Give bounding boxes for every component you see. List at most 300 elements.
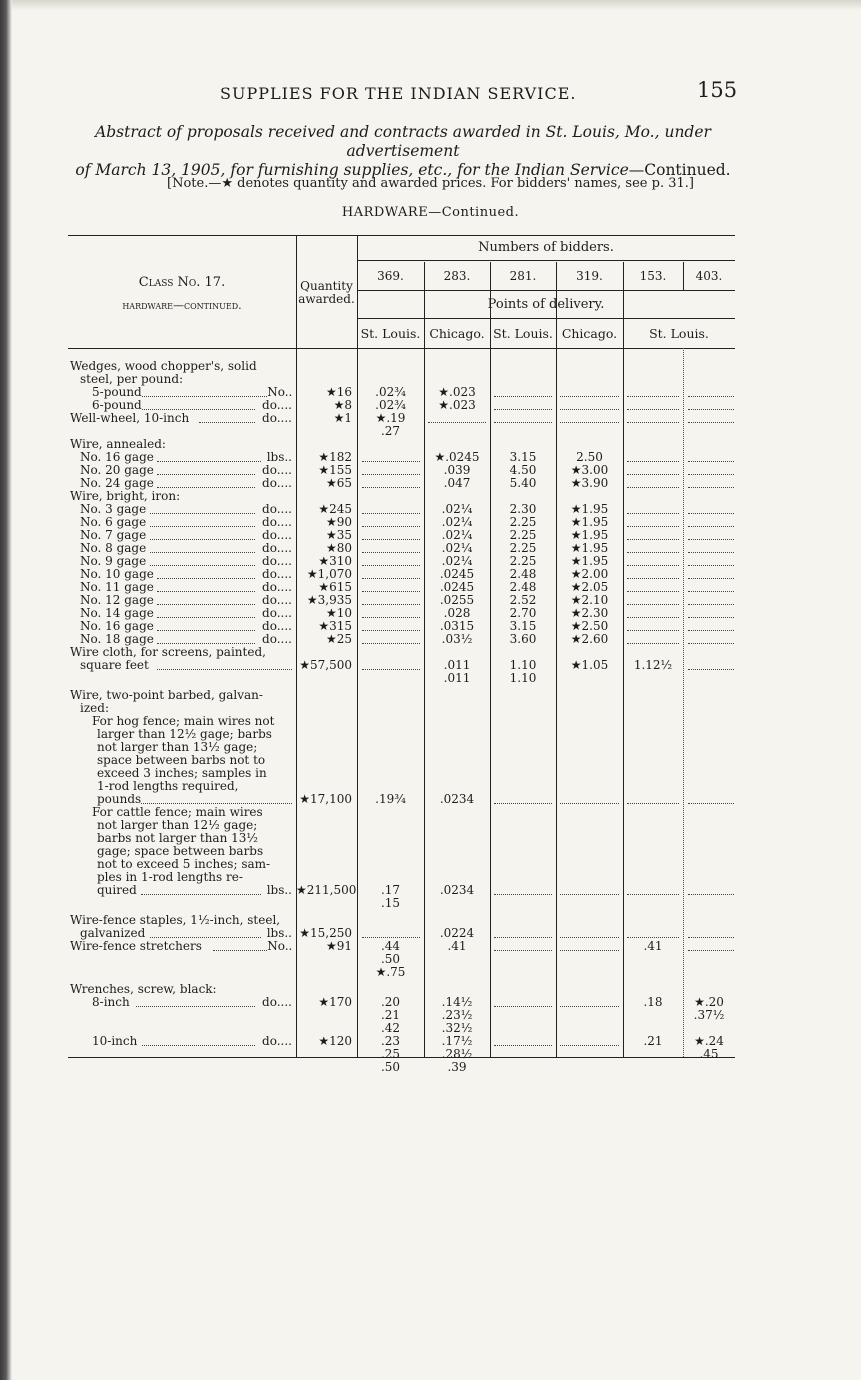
quantity-awarded: ★35 xyxy=(325,528,352,542)
empty-cell-dots xyxy=(362,487,420,488)
row-label: 6-pound xyxy=(92,398,142,412)
row-label: Wire, annealed: xyxy=(70,437,166,451)
quantity-awarded: ★170 xyxy=(318,995,352,1009)
leader-dots xyxy=(141,803,292,804)
row-label: pounds xyxy=(97,792,142,806)
empty-cell-dots xyxy=(362,526,420,527)
empty-cell-dots xyxy=(688,552,734,553)
bid-319: 2.50 xyxy=(576,450,603,464)
bid-369: ★.75 xyxy=(375,965,406,979)
row-label: 1-rod lengths required, xyxy=(97,779,239,793)
row-label: For cattle fence; main wires xyxy=(92,805,263,819)
quantity-awarded: ★1,070 xyxy=(306,567,352,581)
empty-cell-dots xyxy=(688,565,734,566)
delivery-281: St. Louis. xyxy=(493,326,553,341)
bid-281: 2.25 xyxy=(509,515,537,529)
row-label: For hog fence; main wires not xyxy=(92,714,275,728)
empty-cell-dots xyxy=(688,578,734,579)
quantity-awarded: ★3,935 xyxy=(306,593,352,607)
empty-cell-dots xyxy=(688,803,734,804)
note-text: denotes quantity and awarded prices. For bidders' names, see p. 31.] xyxy=(233,176,694,191)
bid-283: .0245 xyxy=(439,580,475,594)
quantity-awarded: ★310 xyxy=(318,554,352,568)
row-label: No. 14 gage xyxy=(80,606,154,620)
empty-cell-dots xyxy=(560,409,619,410)
leader-dots xyxy=(142,1045,255,1046)
leader-dots xyxy=(157,474,255,475)
row-unit: do.... xyxy=(262,580,292,594)
bidder-369: 369. xyxy=(377,269,404,283)
quantity-awarded: ★65 xyxy=(325,476,352,490)
bid-319: ★1.95 xyxy=(570,528,609,542)
quantity-awarded: ★15,250 xyxy=(299,926,352,940)
empty-cell-dots xyxy=(627,461,679,462)
row-label: No. 12 gage xyxy=(80,593,154,607)
empty-cell-dots xyxy=(494,396,552,397)
row-label: No. 9 gage xyxy=(80,554,147,568)
leader-dots xyxy=(150,526,255,527)
row-unit: lbs.. xyxy=(266,450,292,464)
empty-cell-dots xyxy=(627,539,679,540)
row-label: Well-wheel, 10-inch xyxy=(70,411,190,425)
empty-cell-dots xyxy=(362,461,420,462)
bid-369: .20 xyxy=(380,995,401,1009)
row-unit: do.... xyxy=(262,476,292,490)
empty-cell-dots xyxy=(688,937,734,938)
scan-top-shade xyxy=(12,0,861,10)
quantity-awarded: ★182 xyxy=(318,450,352,464)
empty-cell-dots xyxy=(688,526,734,527)
note xyxy=(0,176,861,191)
empty-cell-dots xyxy=(627,578,679,579)
bid-283: .02¼ xyxy=(441,528,473,542)
empty-cell-dots xyxy=(688,396,734,397)
bid-369: ★.19 xyxy=(375,411,406,425)
bid-281: 4.50 xyxy=(509,463,537,477)
empty-cell-dots xyxy=(560,422,619,423)
empty-cell-dots xyxy=(362,591,420,592)
bid-319: ★1.95 xyxy=(570,502,609,516)
row-unit: lbs.. xyxy=(266,883,292,897)
empty-cell-dots xyxy=(627,513,679,514)
empty-cell-dots xyxy=(362,937,420,938)
row-unit: do.... xyxy=(262,398,292,412)
empty-cell-dots xyxy=(627,396,679,397)
bid-281: 3.60 xyxy=(509,632,537,646)
row-unit: do.... xyxy=(262,541,292,555)
empty-cell-dots xyxy=(362,617,420,618)
bid-319: ★1.95 xyxy=(570,554,609,568)
empty-cell-dots xyxy=(688,643,734,644)
bid-153: .18 xyxy=(643,995,663,1009)
bid-369: .42 xyxy=(380,1021,401,1035)
bid-281: 2.52 xyxy=(509,593,537,607)
quantity-awarded: ★57,500 xyxy=(299,658,352,672)
quantity-awarded: ★80 xyxy=(325,541,352,555)
bid-283: ★.023 xyxy=(438,385,476,399)
bid-403: .37½ xyxy=(693,1008,725,1022)
row-unit: do.... xyxy=(262,554,292,568)
row-unit: do.... xyxy=(262,515,292,529)
bid-281: 2.25 xyxy=(509,528,537,542)
bid-319: ★1.05 xyxy=(570,658,609,672)
empty-cell-dots xyxy=(627,552,679,553)
bid-283: .0255 xyxy=(439,593,475,607)
bid-319: ★2.00 xyxy=(570,567,609,581)
bid-403: ★.24 xyxy=(694,1034,724,1048)
page-number: 155 xyxy=(697,78,738,102)
bid-403: .45 xyxy=(699,1047,719,1061)
leader-dots xyxy=(157,604,255,605)
row-label: not larger than 12½ gage; xyxy=(97,818,258,832)
points-rule xyxy=(357,318,735,319)
empty-cell-dots xyxy=(688,669,734,670)
row-label: No. 24 gage xyxy=(80,476,154,490)
bid-281: 2.70 xyxy=(509,606,537,620)
bid-369: .02¾ xyxy=(375,385,406,399)
bid-369: .25 xyxy=(380,1047,401,1061)
empty-cell-dots xyxy=(362,552,420,553)
row-label: larger than 12½ gage; barbs xyxy=(97,727,272,741)
quantity-awarded: ★25 xyxy=(325,632,352,646)
empty-cell-dots xyxy=(627,487,679,488)
bid-369: .17 xyxy=(380,883,401,897)
delivery-153-403: St. Louis. xyxy=(649,326,709,341)
table-top-rule xyxy=(68,235,735,236)
leader-dots xyxy=(136,1006,255,1007)
quantity-awarded: ★315 xyxy=(318,619,352,633)
empty-cell-dots xyxy=(688,604,734,605)
row-label: 8-inch xyxy=(92,995,130,1009)
empty-cell-dots xyxy=(428,422,486,423)
bid-283: .0224 xyxy=(439,926,475,940)
empty-cell-dots xyxy=(494,422,552,423)
bid-283: .028 xyxy=(443,606,471,620)
bid-283: ★.0245 xyxy=(434,450,480,464)
empty-cell-dots xyxy=(362,669,420,670)
bid-283: .02¼ xyxy=(441,502,473,516)
row-label: Wire, two-point barbed, galvan- xyxy=(70,688,263,702)
head-bottom-rule xyxy=(68,348,735,349)
bidder-283: 283. xyxy=(443,269,471,283)
row-label: No. 7 gage xyxy=(80,528,147,542)
empty-cell-dots xyxy=(688,513,734,514)
row-label: exceed 3 inches; samples in xyxy=(97,766,267,780)
bid-369: .02¾ xyxy=(375,398,406,412)
empty-cell-dots xyxy=(627,617,679,618)
empty-cell-dots xyxy=(560,803,619,804)
note-prefix: [Note.— xyxy=(167,176,222,191)
running-head: SUPPLIES FOR THE INDIAN SERVICE. xyxy=(220,84,577,103)
col-rule-403 xyxy=(683,348,684,1057)
bid-319: ★3.00 xyxy=(570,463,609,477)
bid-281: 5.40 xyxy=(509,476,537,490)
bid-369: .50 xyxy=(380,952,401,966)
empty-cell-dots xyxy=(688,950,734,951)
bid-283: .14½ xyxy=(441,995,473,1009)
empty-cell-dots xyxy=(688,461,734,462)
bid-319: ★2.60 xyxy=(570,632,609,646)
leader-dots xyxy=(142,409,255,410)
leader-dots xyxy=(142,396,267,397)
bid-281: 2.30 xyxy=(509,502,537,516)
leader-dots xyxy=(150,565,255,566)
row-label: Wire-fence stretchers xyxy=(70,939,202,953)
numbers-rule xyxy=(357,290,735,291)
bidder-319: 319. xyxy=(576,269,603,283)
bid-283: .41 xyxy=(447,939,467,953)
delivery-369: St. Louis. xyxy=(360,326,421,341)
empty-cell-dots xyxy=(560,396,619,397)
empty-cell-dots xyxy=(627,937,679,938)
leader-dots xyxy=(157,487,255,488)
leader-dots xyxy=(157,461,261,462)
abstract-line-1: Abstract of proposals received and contracts awarded in St. Louis, Mo., under advertisement xyxy=(95,123,711,160)
empty-cell-dots xyxy=(494,1045,552,1046)
numbers-of-bidders: Numbers of bidders. xyxy=(478,240,614,255)
bid-153: .41 xyxy=(643,939,663,953)
bid-319: ★3.90 xyxy=(570,476,609,490)
bid-283: .39 xyxy=(447,1060,467,1074)
empty-cell-dots xyxy=(362,539,420,540)
empty-cell-dots xyxy=(362,643,420,644)
bid-369: .50 xyxy=(380,1060,401,1074)
row-unit: No.. xyxy=(267,385,293,399)
row-label: Wedges, wood chopper's, solid xyxy=(70,359,257,373)
row-label: No. 16 gage xyxy=(80,619,154,633)
empty-cell-dots xyxy=(560,937,619,938)
empty-cell-dots xyxy=(494,409,552,410)
leader-dots xyxy=(157,578,255,579)
empty-cell-dots xyxy=(688,539,734,540)
bid-283: .0315 xyxy=(439,619,475,633)
bidder-403: 403. xyxy=(695,269,723,283)
row-label: ples in 1-rod lengths re- xyxy=(97,870,243,884)
empty-cell-dots xyxy=(688,487,734,488)
bid-283: .23½ xyxy=(441,1008,473,1022)
leader-dots xyxy=(157,591,255,592)
row-label: No. 3 gage xyxy=(80,502,147,516)
bid-281: 1.10 xyxy=(509,671,537,685)
row-label: steel, per pound: xyxy=(80,372,184,386)
row-unit: No.. xyxy=(267,939,293,953)
quantity-awarded: ★155 xyxy=(318,463,352,477)
bid-319: ★1.95 xyxy=(570,515,609,529)
leader-dots xyxy=(157,669,292,670)
leader-dots xyxy=(157,643,255,644)
bid-283: .32½ xyxy=(441,1021,473,1035)
quantity-awarded: ★615 xyxy=(318,580,352,594)
row-unit: do.... xyxy=(262,632,292,646)
bid-281: 2.48 xyxy=(509,580,537,594)
class-label: Class No. 17. xyxy=(138,275,226,290)
empty-cell-dots xyxy=(494,894,552,895)
empty-cell-dots xyxy=(627,630,679,631)
bid-369: .21 xyxy=(380,1008,401,1022)
empty-cell-dots xyxy=(627,591,679,592)
bid-369: .44 xyxy=(380,939,401,953)
bid-281: 2.25 xyxy=(509,541,537,555)
quantity-awarded: ★90 xyxy=(325,515,352,529)
col-rule-369 xyxy=(357,235,358,1057)
quantity-awarded: ★120 xyxy=(318,1034,352,1048)
quantity-awarded: ★211,500 xyxy=(296,883,357,897)
row-label: 10-inch xyxy=(92,1034,138,1048)
row-unit: do.... xyxy=(262,619,292,633)
row-label: No. 11 gage xyxy=(80,580,154,594)
row-label: Wire-fence staples, 1½-inch, steel, xyxy=(70,913,281,927)
bid-283: .28½ xyxy=(441,1047,473,1061)
empty-cell-dots xyxy=(688,894,734,895)
leader-dots xyxy=(199,422,254,423)
bid-283: .03½ xyxy=(441,632,473,646)
row-label: gage; space between barbs xyxy=(97,844,264,858)
leader-dots xyxy=(141,894,261,895)
row-label: not larger than 13½ gage; xyxy=(97,740,258,754)
bid-319: ★1.95 xyxy=(570,541,609,555)
bid-369: .15 xyxy=(380,896,401,910)
empty-cell-dots xyxy=(362,578,420,579)
row-unit: do.... xyxy=(262,502,292,516)
delivery-319: Chicago. xyxy=(561,326,618,341)
bid-283: .02¼ xyxy=(441,515,473,529)
row-unit: do.... xyxy=(262,528,292,542)
bid-281: 1.10 xyxy=(509,658,537,672)
bidder-153: 153. xyxy=(639,269,667,283)
quantity-awarded: ★16 xyxy=(325,385,352,399)
empty-cell-dots xyxy=(627,604,679,605)
row-unit: do.... xyxy=(262,411,292,425)
leader-dots xyxy=(150,937,261,938)
row-label: not to exceed 5 inches; sam- xyxy=(97,857,271,871)
row-unit: do.... xyxy=(262,1034,292,1048)
bid-283: .011 xyxy=(443,658,471,672)
row-label: Wire, bright, iron: xyxy=(70,489,181,503)
row-unit: do.... xyxy=(262,567,292,581)
bid-281: 3.15 xyxy=(509,619,537,633)
row-unit: lbs.. xyxy=(266,926,292,940)
bid-283: .17½ xyxy=(441,1034,473,1048)
row-label: No. 20 gage xyxy=(80,463,154,477)
bidder-281: 281. xyxy=(509,269,537,283)
empty-cell-dots xyxy=(362,604,420,605)
empty-cell-dots xyxy=(627,894,679,895)
empty-cell-dots xyxy=(688,630,734,631)
bid-369: .27 xyxy=(380,424,401,438)
quantity-awarded: ★17,100 xyxy=(299,792,352,806)
leader-dots xyxy=(150,539,255,540)
empty-cell-dots xyxy=(627,474,679,475)
leader-dots xyxy=(157,630,255,631)
empty-cell-dots xyxy=(688,474,734,475)
empty-cell-dots xyxy=(688,591,734,592)
row-label: ized: xyxy=(80,701,109,715)
star-icon: ★ xyxy=(221,176,233,191)
bid-283: .0234 xyxy=(439,883,475,897)
row-label: 5-pound xyxy=(92,385,142,399)
class-sub-label: hardware—continued. xyxy=(122,299,242,312)
abstract-line-2-text: of March 13, 1905, for furnishing supplies, etc., for the Indian Service xyxy=(75,161,629,179)
row-label: space between barbs not to xyxy=(97,753,266,767)
row-label: galvanized xyxy=(80,926,146,940)
quantity-awarded: ★245 xyxy=(318,502,352,516)
empty-cell-dots xyxy=(627,565,679,566)
empty-cell-dots xyxy=(627,526,679,527)
empty-cell-dots xyxy=(627,409,679,410)
abstract-continued: —Continued. xyxy=(628,161,731,179)
empty-cell-dots xyxy=(494,950,552,951)
bid-283: .02¼ xyxy=(441,554,473,568)
bid-283: .02¼ xyxy=(441,541,473,555)
row-label: No. 16 gage xyxy=(80,450,154,464)
empty-cell-dots xyxy=(362,474,420,475)
quantity-awarded: ★1 xyxy=(333,411,352,425)
row-label: Wrenches, screw, black: xyxy=(70,982,217,996)
empty-cell-dots xyxy=(627,643,679,644)
empty-cell-dots xyxy=(362,565,420,566)
empty-cell-dots xyxy=(362,513,420,514)
empty-cell-dots xyxy=(627,422,679,423)
empty-cell-dots xyxy=(494,1006,552,1007)
quantity-awarded: ★10 xyxy=(325,606,352,620)
empty-cell-dots xyxy=(560,894,619,895)
abstract-heading xyxy=(68,123,738,180)
empty-cell-dots xyxy=(627,803,679,804)
row-label: barbs not larger than 13½ xyxy=(97,831,259,845)
empty-cell-dots xyxy=(560,1006,619,1007)
row-unit: do.... xyxy=(262,995,292,1009)
empty-cell-dots xyxy=(362,630,420,631)
bid-281: 2.48 xyxy=(509,567,537,581)
bid-283: .039 xyxy=(443,463,471,477)
qty-header-1: Quantity xyxy=(300,279,353,293)
leader-dots xyxy=(150,552,255,553)
bid-281: 3.15 xyxy=(509,450,537,464)
row-label: No. 18 gage xyxy=(80,632,154,646)
bid-283: .011 xyxy=(443,671,471,685)
bid-153: .21 xyxy=(643,1034,663,1048)
leader-dots xyxy=(157,617,255,618)
bidders-rule xyxy=(357,260,735,261)
quantity-awarded: ★91 xyxy=(325,939,352,953)
bid-283: .0234 xyxy=(439,792,475,806)
row-label: square feet xyxy=(80,658,149,672)
bid-319: ★2.30 xyxy=(570,606,609,620)
empty-cell-dots xyxy=(688,422,734,423)
empty-cell-dots xyxy=(688,617,734,618)
row-label: No. 10 gage xyxy=(80,567,154,581)
row-label: No. 6 gage xyxy=(80,515,147,529)
bid-283: ★.023 xyxy=(438,398,476,412)
leader-dots xyxy=(150,513,255,514)
bid-319: ★2.10 xyxy=(570,593,609,607)
bid-283: .0245 xyxy=(439,567,475,581)
bid-369: .19¾ xyxy=(375,792,406,806)
row-label: No. 8 gage xyxy=(80,541,147,555)
bid-369: .23 xyxy=(380,1034,401,1048)
empty-cell-dots xyxy=(560,950,619,951)
bid-153: 1.12½ xyxy=(633,658,673,672)
bid-281: 2.25 xyxy=(509,554,537,568)
section-title: HARDWARE—Continued. xyxy=(341,205,520,220)
row-label: Wire cloth, for screens, painted, xyxy=(70,645,266,659)
bid-403: ★.20 xyxy=(694,995,724,1009)
bid-283: .047 xyxy=(443,476,471,490)
row-unit: do.... xyxy=(262,606,292,620)
empty-cell-dots xyxy=(494,803,552,804)
delivery-283: Chicago. xyxy=(429,326,485,341)
row-label: quired xyxy=(97,883,137,897)
